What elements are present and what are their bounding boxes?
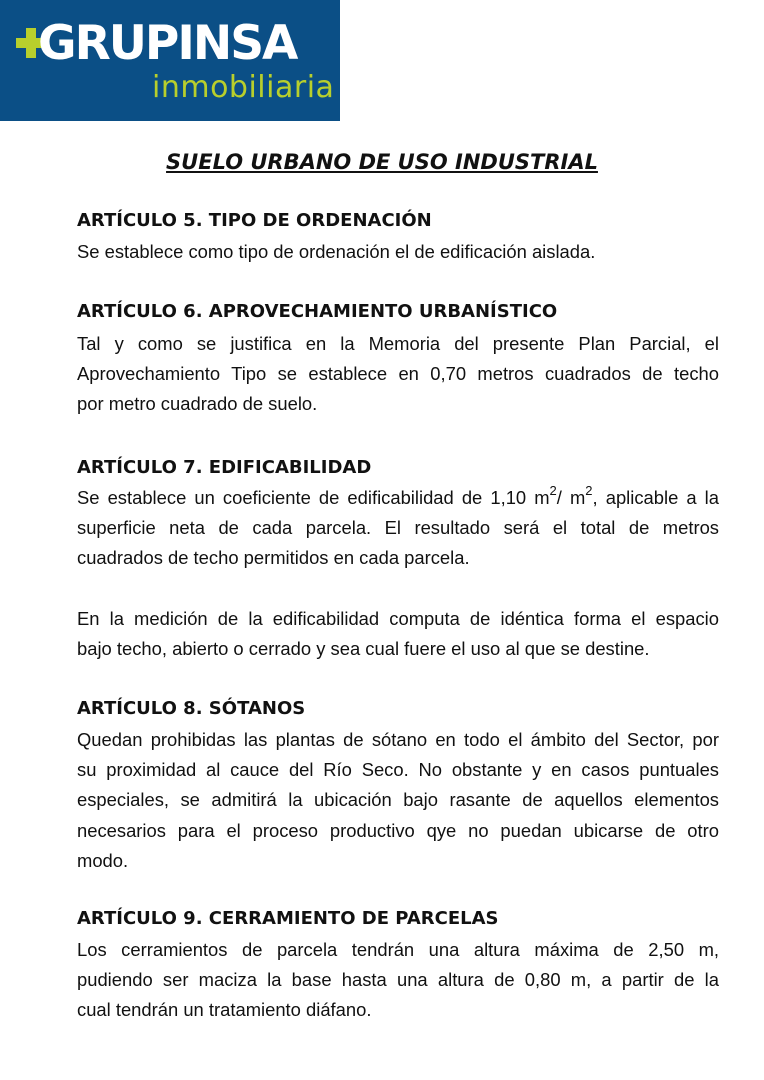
article-8-heading: ARTÍCULO 8. SÓTANOS <box>77 698 306 719</box>
text-segment: , aplicable a la <box>592 487 719 508</box>
text-line: Tal y como se justifica en la Memoria del presente Plan Parcial, el <box>77 333 719 354</box>
article-7-paragraph-2 <box>77 604 719 664</box>
text-line: En la medición de la edificabilidad computa de idéntica forma el espacio <box>77 608 719 629</box>
text-line: superficie neta de cada parcela. El resultado será el total de metros <box>77 517 719 539</box>
text-line: cuadrados de techo permitidos en cada parcela. <box>77 547 470 569</box>
text-line: Aprovechamiento Tipo se establece en 0,70 metros cuadrados de techo <box>77 363 719 385</box>
superscript: 2 <box>585 482 593 498</box>
text-line: Los cerramientos de parcela tendrán una altura máxima de 2,50 m, <box>77 939 719 960</box>
article-5-text <box>77 237 719 267</box>
text-line: especiales, se admitirá la ubicación bajo rasante de aquellos elementos <box>77 789 719 811</box>
article-8-text <box>77 725 719 876</box>
text-segment: / m <box>556 487 586 508</box>
text-line: cual tendrán un tratamiento diáfano. <box>77 999 372 1021</box>
text-line: Se establece como tipo de ordenación el de edificación aislada. <box>77 241 596 262</box>
article-6-heading: ARTÍCULO 6. APROVECHAMIENTO URBANÍSTICO <box>77 301 558 322</box>
text-line: necesarios para el proceso productivo qye no puedan ubicarse de otro <box>77 819 719 841</box>
text-line: por metro cuadrado de suelo. <box>77 393 318 415</box>
article-9-text <box>77 935 719 1026</box>
company-logo <box>0 0 340 121</box>
text-segment: Se establece un coeficiente de edificabilidad de 1,10 m <box>77 487 550 508</box>
text-line: bajo techo, abierto o cerrado y sea cual fuere el uso al que se destine. <box>77 638 650 660</box>
article-5-heading: ARTÍCULO 5. TIPO DE ORDENACIÓN <box>77 210 432 231</box>
logo-brand-text: GRUPINSA <box>38 16 297 71</box>
text-line: Quedan prohibidas las plantas de sótano en todo el ámbito del Sector, por <box>77 729 719 750</box>
document-title: SUELO URBANO DE USO INDUSTRIAL <box>166 150 598 174</box>
superscript: 2 <box>549 482 557 498</box>
article-6-text <box>77 329 719 420</box>
text-line <box>77 483 719 513</box>
text-line: su proximidad al cauce del Río Seco. No obstante y en casos puntuales <box>77 759 719 781</box>
article-7-text <box>77 483 719 574</box>
text-line: pudiendo ser maciza la base hasta una altura de 0,80 m, a partir de la <box>77 969 719 991</box>
text-line: modo. <box>77 849 129 871</box>
article-9-heading: ARTÍCULO 9. CERRAMIENTO DE PARCELAS <box>77 908 499 929</box>
logo-subtitle: inmobiliaria <box>152 70 335 105</box>
article-7-heading: ARTÍCULO 7. EDIFICABILIDAD <box>77 457 372 478</box>
